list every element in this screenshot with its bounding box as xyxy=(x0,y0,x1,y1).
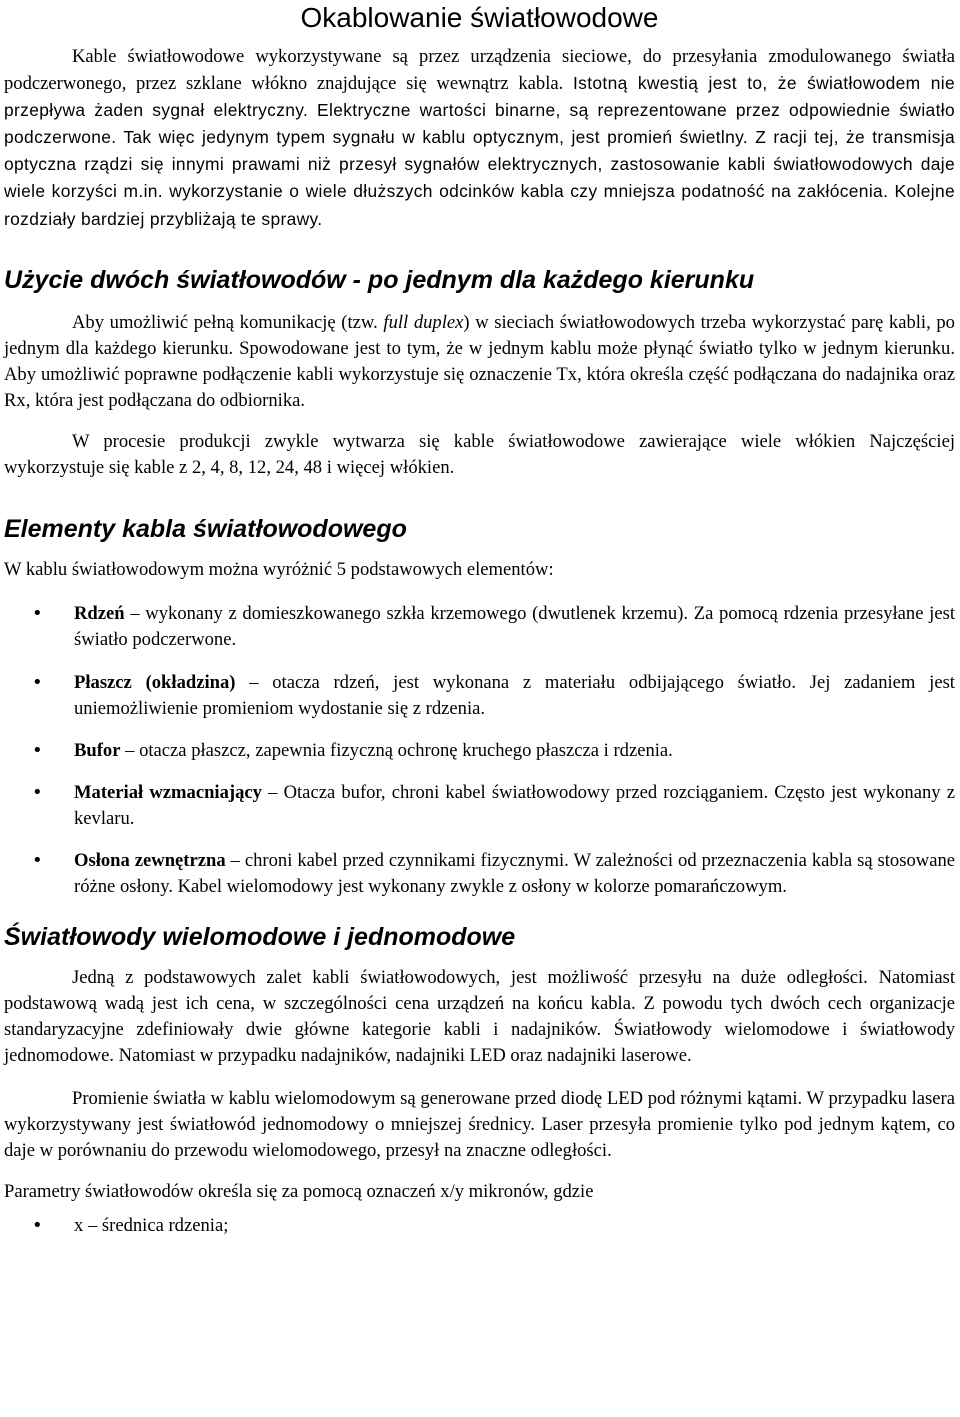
intro-sans-text: Istotną kwestią jest to, że światłowodem nie przepływa żaden sygnał elektryczny. Elektryczne wartości binarne, są reprezentowane przez odpowiednie światło podczerwone. Tak więc jedynym typem sygnału w kablu optycznym, jest promień świetlny. Z racji tej, że transmisja optyczna rządzi się innymi prawami niż przesył sygnałów elektrycznych, zastosowanie kabli światłowodowych daje wiele korzyści m.in. wykorzystanie o wiele dłuższych odcinków kabla czy mniejsza podatność na zakłócenia. Kolejne rozdziały bardziej przybliżają te sprawy. xyxy=(4,73,955,229)
list-item xyxy=(4,670,955,722)
document-page xyxy=(4,0,955,1239)
heading-modes: Światłowody wielomodowe i jednomodowe xyxy=(4,923,516,952)
elements-list xyxy=(4,601,955,900)
element-desc: – otacza płaszcz, zapewnia fizyczną ochronę kruchego płaszcza i rdzenia. xyxy=(120,739,673,761)
element-term: Materiał wzmacniający xyxy=(74,781,262,803)
element-desc: – chroni kabel przed czynnikami fizycznymi. W zależności od przeznaczenia kabla są stosowane różne osłony. Kabel wielomodowy jest wykonany zwykle z osłony w kolorze pomarańczowym. xyxy=(74,849,955,898)
full-duplex-term: full duplex xyxy=(383,311,464,333)
intro-paragraph xyxy=(4,44,955,233)
list-item xyxy=(4,1213,955,1239)
parameters-list xyxy=(4,1213,955,1239)
element-term: Rdzeń xyxy=(74,603,125,625)
bullet-icon: • xyxy=(32,739,43,761)
modes-paragraph-3: Parametry światłowodów określa się za pomocą oznaczeń x/y mikronów, gdzie xyxy=(4,1180,594,1202)
elements-intro: W kablu światłowodowym można wyróżnić 5 podstawowych elementów: xyxy=(4,559,554,581)
list-item xyxy=(4,601,955,653)
heading-duplex: Użycie dwóch światłowodów - po jednym dla każdego kierunku xyxy=(4,265,755,294)
parameter-desc: x – średnica rdzenia; xyxy=(74,1214,229,1236)
element-term: Płaszcz (okładzina) xyxy=(74,671,236,693)
element-desc: – otacza rdzeń, jest wykonana z materiału odbijającego światło. Jej zadaniem jest uniemożliwienie promieniom wydostanie się z rdzenia. xyxy=(74,671,955,719)
element-desc: – wykonany z domieszkowanego szkła krzemowego (dwutlenek krzemu). Za pomocą rdzenia przesyłane jest światło podczerwone. xyxy=(74,603,955,651)
bullet-icon: • xyxy=(32,603,43,625)
modes-paragraph-2: Promienie światła w kablu wielomodowym są generowane przed diodę LED pod różnymi kątami. W przypadku lasera wykorzystywany jest światłowód jednomodowy o mniejszej średnicy. Laser przesyła promienie tylko pod jednym kątem, co daje w porównaniu do przewodu wielomodowego, przesył na znaczne odległości. xyxy=(4,1087,955,1161)
list-item xyxy=(4,738,955,764)
list-item xyxy=(4,848,955,900)
list-item xyxy=(4,780,955,832)
duplex-text-after: ) w sieciach światłowodowych trzeba wykorzystać parę kabli, po jednym dla każdego kierunku. Spowodowane jest to tym, że w jednym kablu może płynąć światło tylko w jednym kierunku. Aby umożliwić poprawne podłączenie kabli wykorzystuje się oznaczenie Tx, która określa część podłączana do nadajnika oraz Rx, która jest podłączana do odbiornika. xyxy=(4,311,955,411)
element-desc: – Otacza bufor, chroni kabel światłowodowy przed rozciąganiem. Często jest wykonany z kevlaru. xyxy=(74,781,955,829)
bullet-icon: • xyxy=(32,671,43,693)
bullet-icon: • xyxy=(32,1214,43,1236)
heading-elements: Elementy kabla światłowodowego xyxy=(4,515,407,544)
page-title: Okablowanie światłowodowe xyxy=(300,2,659,33)
element-term: Osłona zewnętrzna xyxy=(74,849,226,871)
duplex-paragraph-2: W procesie produkcji zwykle wytwarza się kable światłowodowe zawierające wiele włókien Najczęściej wykorzystuje się kable z 2, 4, 8, 12, 24, 48 i więcej włókien. xyxy=(4,431,955,479)
bullet-icon: • xyxy=(32,849,43,871)
element-term: Bufor xyxy=(74,739,121,761)
duplex-paragraph-1 xyxy=(4,310,955,414)
modes-paragraph-1: Jedną z podstawowych zalet kabli światłowodowych, jest możliwość przesyłu na duże odległości. Natomiast podstawową wadą jest ich cena, w szczególności cena urządzeń na końcu kabla. Z powodu tych dwóch cech organizacje standaryzacyjne zdefiniowały dwie główne kategorie kabli i nadajników. Światłowody wielomodowe i światłowody jednomodowe. Natomiast w przypadku nadajników, nadajniki LED oraz nadajniki laserowe. xyxy=(4,967,955,1067)
duplex-text-before: Aby umożliwić pełną komunikację (tzw. xyxy=(72,311,384,333)
bullet-icon: • xyxy=(32,781,43,803)
intro-serif-text: Kable światłowodowe wykorzystywane są przez urządzenia sieciowe, do przesyłania zmodulowanego światła podczerwonego, przez szklane włókno znajdujące się wewnątrz kabla. xyxy=(4,46,955,95)
